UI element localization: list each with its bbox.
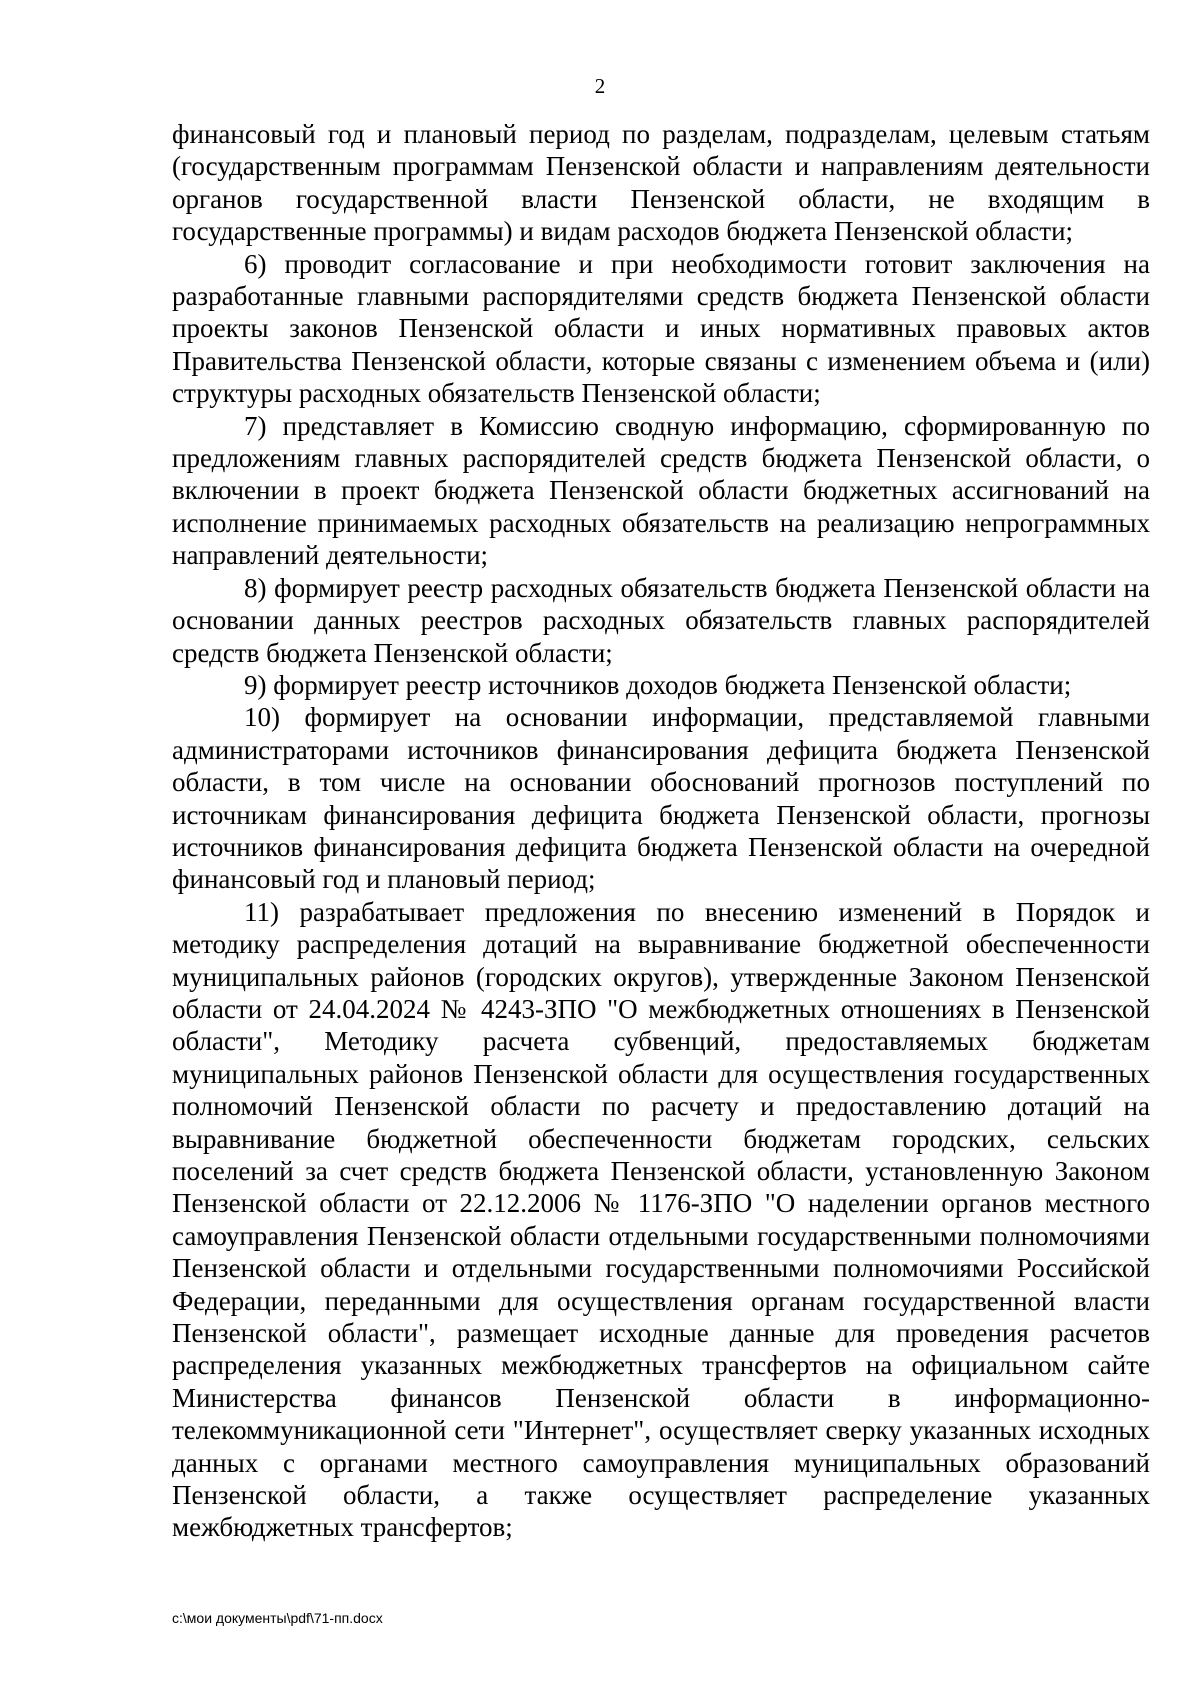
paragraph-item-8: 8) формирует реестр расходных обязательств бюджета Пензенской области на основании данных реестров расходных обязательств главных распорядителей средств бюджета Пензенской области; [172,572,1150,668]
paragraph-item-11: 11) разрабатывает предложения по внесению изменений в Порядок и методику распределения дотаций на выравнивание бюджетной обеспеченности муниципальных районов (городских округов), утвержденные Законом Пензенской области от 24.04.2024 № 4243-ЗПО "О межбюджетных отношениях в Пензенской области", Методику расчета субвенций, предоставляемых бюджетам муниципальных районов Пензенской области для осуществления государственных полномочий Пензенской области по расчету и предоставлению дотаций на выравнивание бюджетной обеспеченности бюджетам городских, сельских поселений за счет средств бюджета Пензенской области, установленную Законом Пензенской области от 22.12.2006 № 1176-ЗПО "О наделении органов местного самоуправления Пензенской области отдельными государственными полномочиями Пензенской области и отдельными государственными полномочиями Российской Федерации, переданными для осуществления органам государственной власти Пензенской области", размещает исходные данные для проведения расчетов распределения указанных межбюджетных трансфертов на официальном сайте Министерства финансов Пензенской области в информационно-телекоммуникационной сети "Интернет", осуществляет сверку указанных исходных данных с органами местного самоуправления муниципальных образований Пензенской области, а также осуществляет распределение указанных межбюджетных трансфертов; [172,896,1150,1543]
paragraph-continuation: финансовый год и плановый период по разделам, подразделам, целевым статьям (государственным программам Пензенской области и направлениям деятельности органов государственной власти Пензенской области, не входящим в государственные программы) и видам расходов бюджета Пензенской области; [172,119,1150,247]
paragraph-item-10: 10) формирует на основании информации, представляемой главными администраторами источников финансирования дефицита бюджета Пензенской области, в том числе на основании обоснований прогнозов поступлений по источникам финансирования дефицита бюджета Пензенской области, прогнозы источников финансирования дефицита бюджета Пензенской области на очередной финансовый год и плановый период; [172,702,1150,895]
paragraph-item-6: 6) проводит согласование и при необходимости готовит заключения на разработанные главными распорядителями средств бюджета Пензенской области проекты законов Пензенской области и иных нормативных правовых актов Правительства Пензенской области, которые связаны с изменением объема и (или) структуры расходных обязательств Пензенской области; [172,248,1150,409]
document-body [172,118,1150,1544]
footer-file-path: c:\мои документы\pdf\71-пп.docx [172,1610,383,1626]
paragraph-item-7: 7) представляет в Комиссию сводную информацию, сформированную по предложениям главных распорядителей средств бюджета Пензенской области, о включении в проект бюджета Пензенской области бюджетных ассигнований на исполнение принимаемых расходных обязательств на реализацию непрограммных направлений деятельности; [172,410,1150,571]
paragraph-item-9: 9) формирует реестр источников доходов бюджета Пензенской области; [244,669,1072,700]
page-number: 2 [594,74,606,98]
